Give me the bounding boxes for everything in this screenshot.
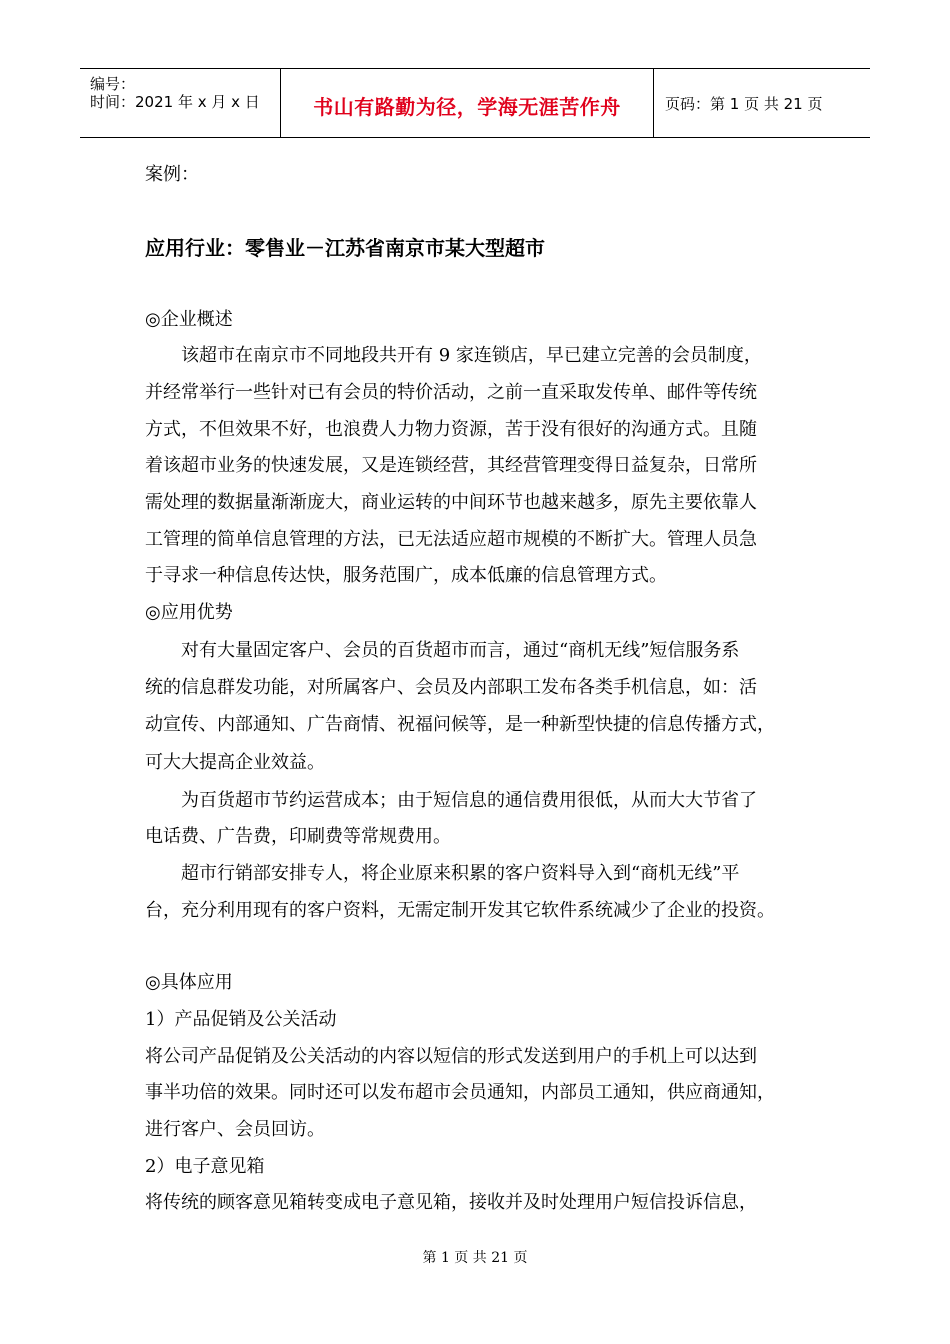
- paragraph-line: 着该超市业务的快速发展，又是连锁经营，其经营管理变得日益复杂，日常所: [145, 455, 757, 476]
- paragraph-line: 该超市在南京市不同地段共开有 9 家连锁店，早已建立完善的会员制度，: [145, 345, 762, 366]
- paragraph-line: 于寻求一种信息传达快，服务范围广，成本低廉的信息管理方式。: [145, 565, 667, 586]
- page-footer: 第 1 页 共 21 页: [422, 1250, 528, 1266]
- paragraph-line: 事半功倍的效果。同时还可以发布超市会员通知，内部员工通知，供应商通知，: [145, 1082, 775, 1103]
- section-heading-advantages: ◎应用优势: [145, 602, 233, 623]
- paragraph-line: 并经常举行一些针对已有会员的特价活动，之前一直采取发传单、邮件等传统: [145, 382, 757, 403]
- case-label: 案例：: [145, 164, 199, 185]
- paragraph-line: 可大大提高企业效益。: [145, 752, 325, 773]
- header-meta-cell: [80, 69, 281, 137]
- header-page-cell: [654, 69, 870, 137]
- doc-number-label: 编号：: [90, 75, 136, 93]
- paragraph-line: 为百货超市节约运营成本；由于短信息的通信费用很低，从而大大节省了: [145, 790, 757, 811]
- subheading-suggestion-box: 2）电子意见箱: [145, 1156, 265, 1177]
- paragraph-line: 统的信息群发功能，对所属客户、会员及内部职工发布各类手机信息，如：活: [145, 677, 757, 698]
- header-table: [80, 68, 870, 138]
- paragraph-line: 方式，不但效果不好，也浪费人力物力资源，苦于没有很好的沟通方式。且随: [145, 419, 757, 440]
- paragraph-line: 将公司产品促销及公关活动的内容以短信的形式发送到用户的手机上可以达到: [145, 1046, 757, 1067]
- paragraph-line: 电话费、广告费，印刷费等常规费用。: [145, 826, 451, 847]
- paragraph-line: 对有大量固定客户、会员的百货超市而言，通过“商机无线”短信服务系: [145, 640, 740, 661]
- section-heading-overview: ◎企业概述: [145, 309, 233, 330]
- paragraph-line: 台，充分利用现有的客户资料，无需定制开发其它软件系统减少了企业的投资。: [145, 900, 775, 921]
- subheading-promotion: 1）产品促销及公关活动: [145, 1009, 337, 1030]
- page-number-label: 页码：第 1 页 共 21 页: [665, 95, 823, 113]
- page-title: 应用行业：零售业－江苏省南京市某大型超市: [145, 236, 545, 260]
- paragraph-line: 将传统的顾客意见箱转变成电子意见箱，接收并及时处理用户短信投诉信息，: [145, 1192, 757, 1213]
- paragraph-line: 工管理的简单信息管理的方法，已无法适应超市规模的不断扩大。管理人员急: [145, 529, 757, 550]
- paragraph-line: 需处理的数据量渐渐庞大，商业运转的中间环节也越来越多，原先主要依靠人: [145, 492, 757, 513]
- paragraph-line: 超市行销部安排专人，将企业原来积累的客户资料导入到“商机无线”平: [145, 863, 740, 884]
- paragraph-line: 动宣传、内部通知、广告商情、祝福问候等，是一种新型快捷的信息传播方式，: [145, 714, 775, 735]
- section-heading-application: ◎具体应用: [145, 972, 233, 993]
- header-motto-cell: [281, 69, 654, 137]
- date-label: 时间：2021 年 x 月 x 日: [90, 93, 260, 111]
- motto-text: 书山有路勤为径，学海无涯苦作舟: [313, 95, 621, 119]
- paragraph-line: 进行客户、会员回访。: [145, 1119, 325, 1140]
